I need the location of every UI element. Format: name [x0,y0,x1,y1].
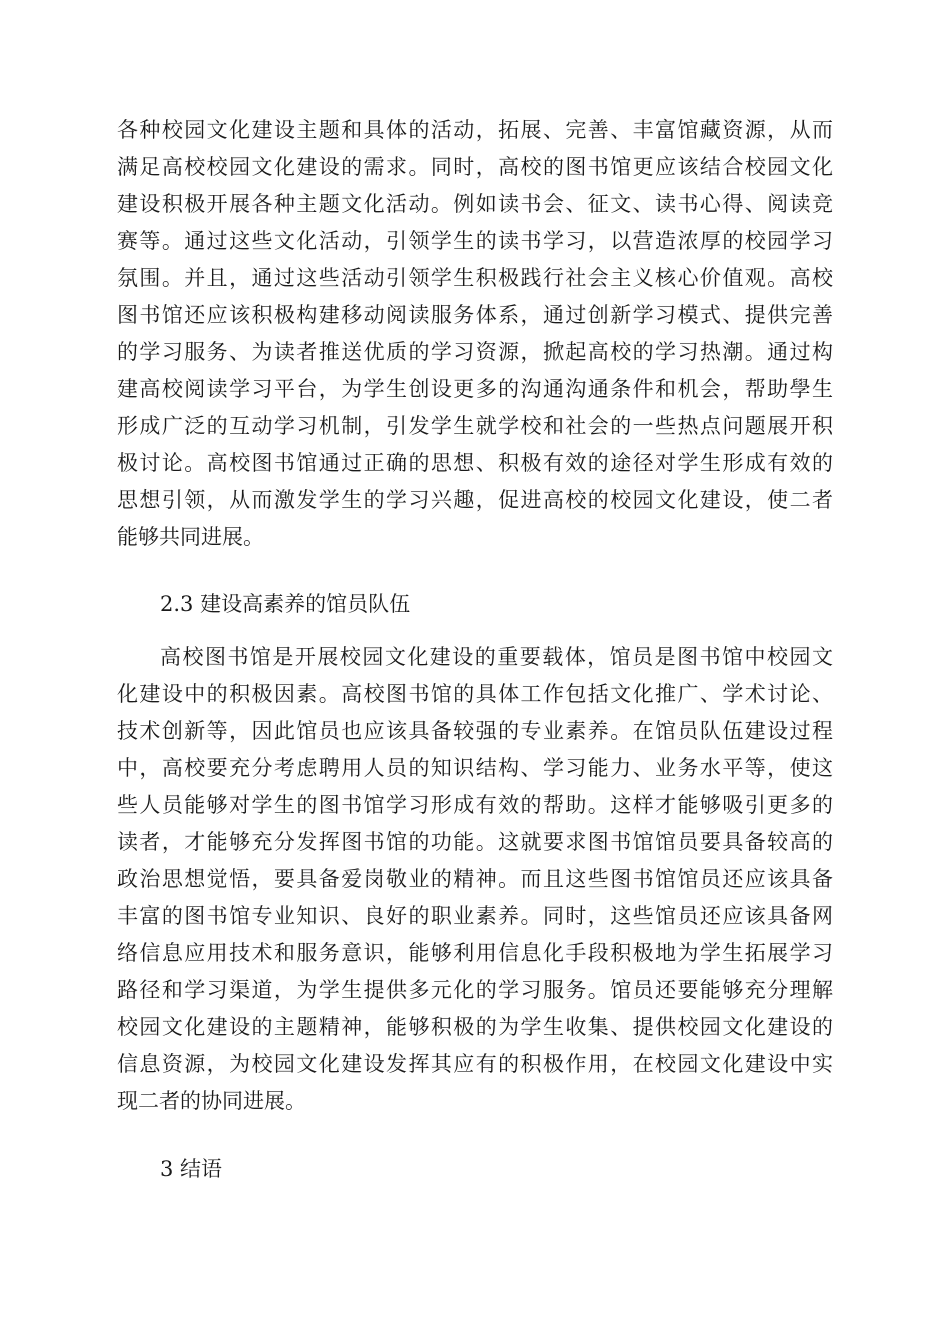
text-line: 信息资源，为校园文化建设发挥其应有的积极作用，在校园文化建设中实 [117,1052,833,1076]
text-line: 中，高校要充分考虑聘用人员的知识结构、学习能力、业务水平等，使这 [117,756,833,780]
text-line: 政治思想觉悟，要具备爱岗敬业的精神。而且这些图书馆馆员还应该具备 [117,867,833,891]
section-heading: 2.3 建设高素养的馆员队伍 [160,592,411,616]
section-heading: 3 结语 [160,1157,223,1181]
text-line: 校园文化建设的主题精神，能够积极的为学生收集、提供校园文化建设的 [117,1015,833,1039]
text-line: 高校图书馆是开展校园文化建设的重要载体，馆员是图书馆中校园文 [160,645,833,669]
text-line: 各种校园文化建设主题和具体的活动，拓展、完善、丰富馆藏资源，从而 [117,118,833,142]
text-line: 满足高校校园文化建设的需求。同时，高校的图书馆更应该结合校园文化 [117,155,833,179]
text-line: 氛围。并且，通过这些活动引领学生积极践行社会主义核心价值观。高校 [117,266,833,290]
text-line: 些人员能够对学生的图书馆学习形成有效的帮助。这样才能够吸引更多的 [117,793,833,817]
text-line: 思想引领，从而激发学生的学习兴趣，促进高校的校园文化建设，使二者 [117,488,833,512]
text-line: 能够共同进展。 [117,525,264,549]
text-line: 建高校阅读学习平台，为学生创设更多的沟通沟通条件和机会，帮助學生 [117,377,833,401]
text-line: 读者，才能够充分发挥图书馆的功能。这就要求图书馆馆员要具备较高的 [117,830,833,854]
text-line: 形成广泛的互动学习机制，引发学生就学校和社会的一些热点问题展开积 [117,414,833,438]
text-line: 图书馆还应该积极构建移动阅读服务体系，通过创新学习模式、提供完善 [117,303,833,327]
text-line: 丰富的图书馆专业知识、良好的职业素养。同时，这些馆员还应该具备网 [117,904,833,928]
text-line: 极讨论。高校图书馆通过正确的思想、积极有效的途径对学生形成有效的 [117,451,833,475]
text-line: 路径和学习渠道，为学生提供多元化的学习服务。馆员还要能够充分理解 [117,978,833,1002]
text-line: 化建设中的积极因素。高校图书馆的具体工作包括文化推广、学术讨论、 [117,682,833,706]
text-line: 现二者的协同进展。 [117,1089,306,1113]
text-line: 络信息应用技术和服务意识，能够利用信息化手段积极地为学生拓展学习 [117,941,833,965]
text-line: 赛等。通过这些文化活动，引领学生的读书学习，以营造浓厚的校园学习 [117,229,833,253]
text-line: 建设积极开展各种主题文化活动。例如读书会、征文、读书心得、阅读竞 [117,192,833,216]
text-line: 的学习服务、为读者推送优质的学习资源，掀起高校的学习热潮。通过构 [117,340,833,364]
text-line: 技术创新等，因此馆员也应该具备较强的专业素养。在馆员队伍建设过程 [117,719,833,743]
